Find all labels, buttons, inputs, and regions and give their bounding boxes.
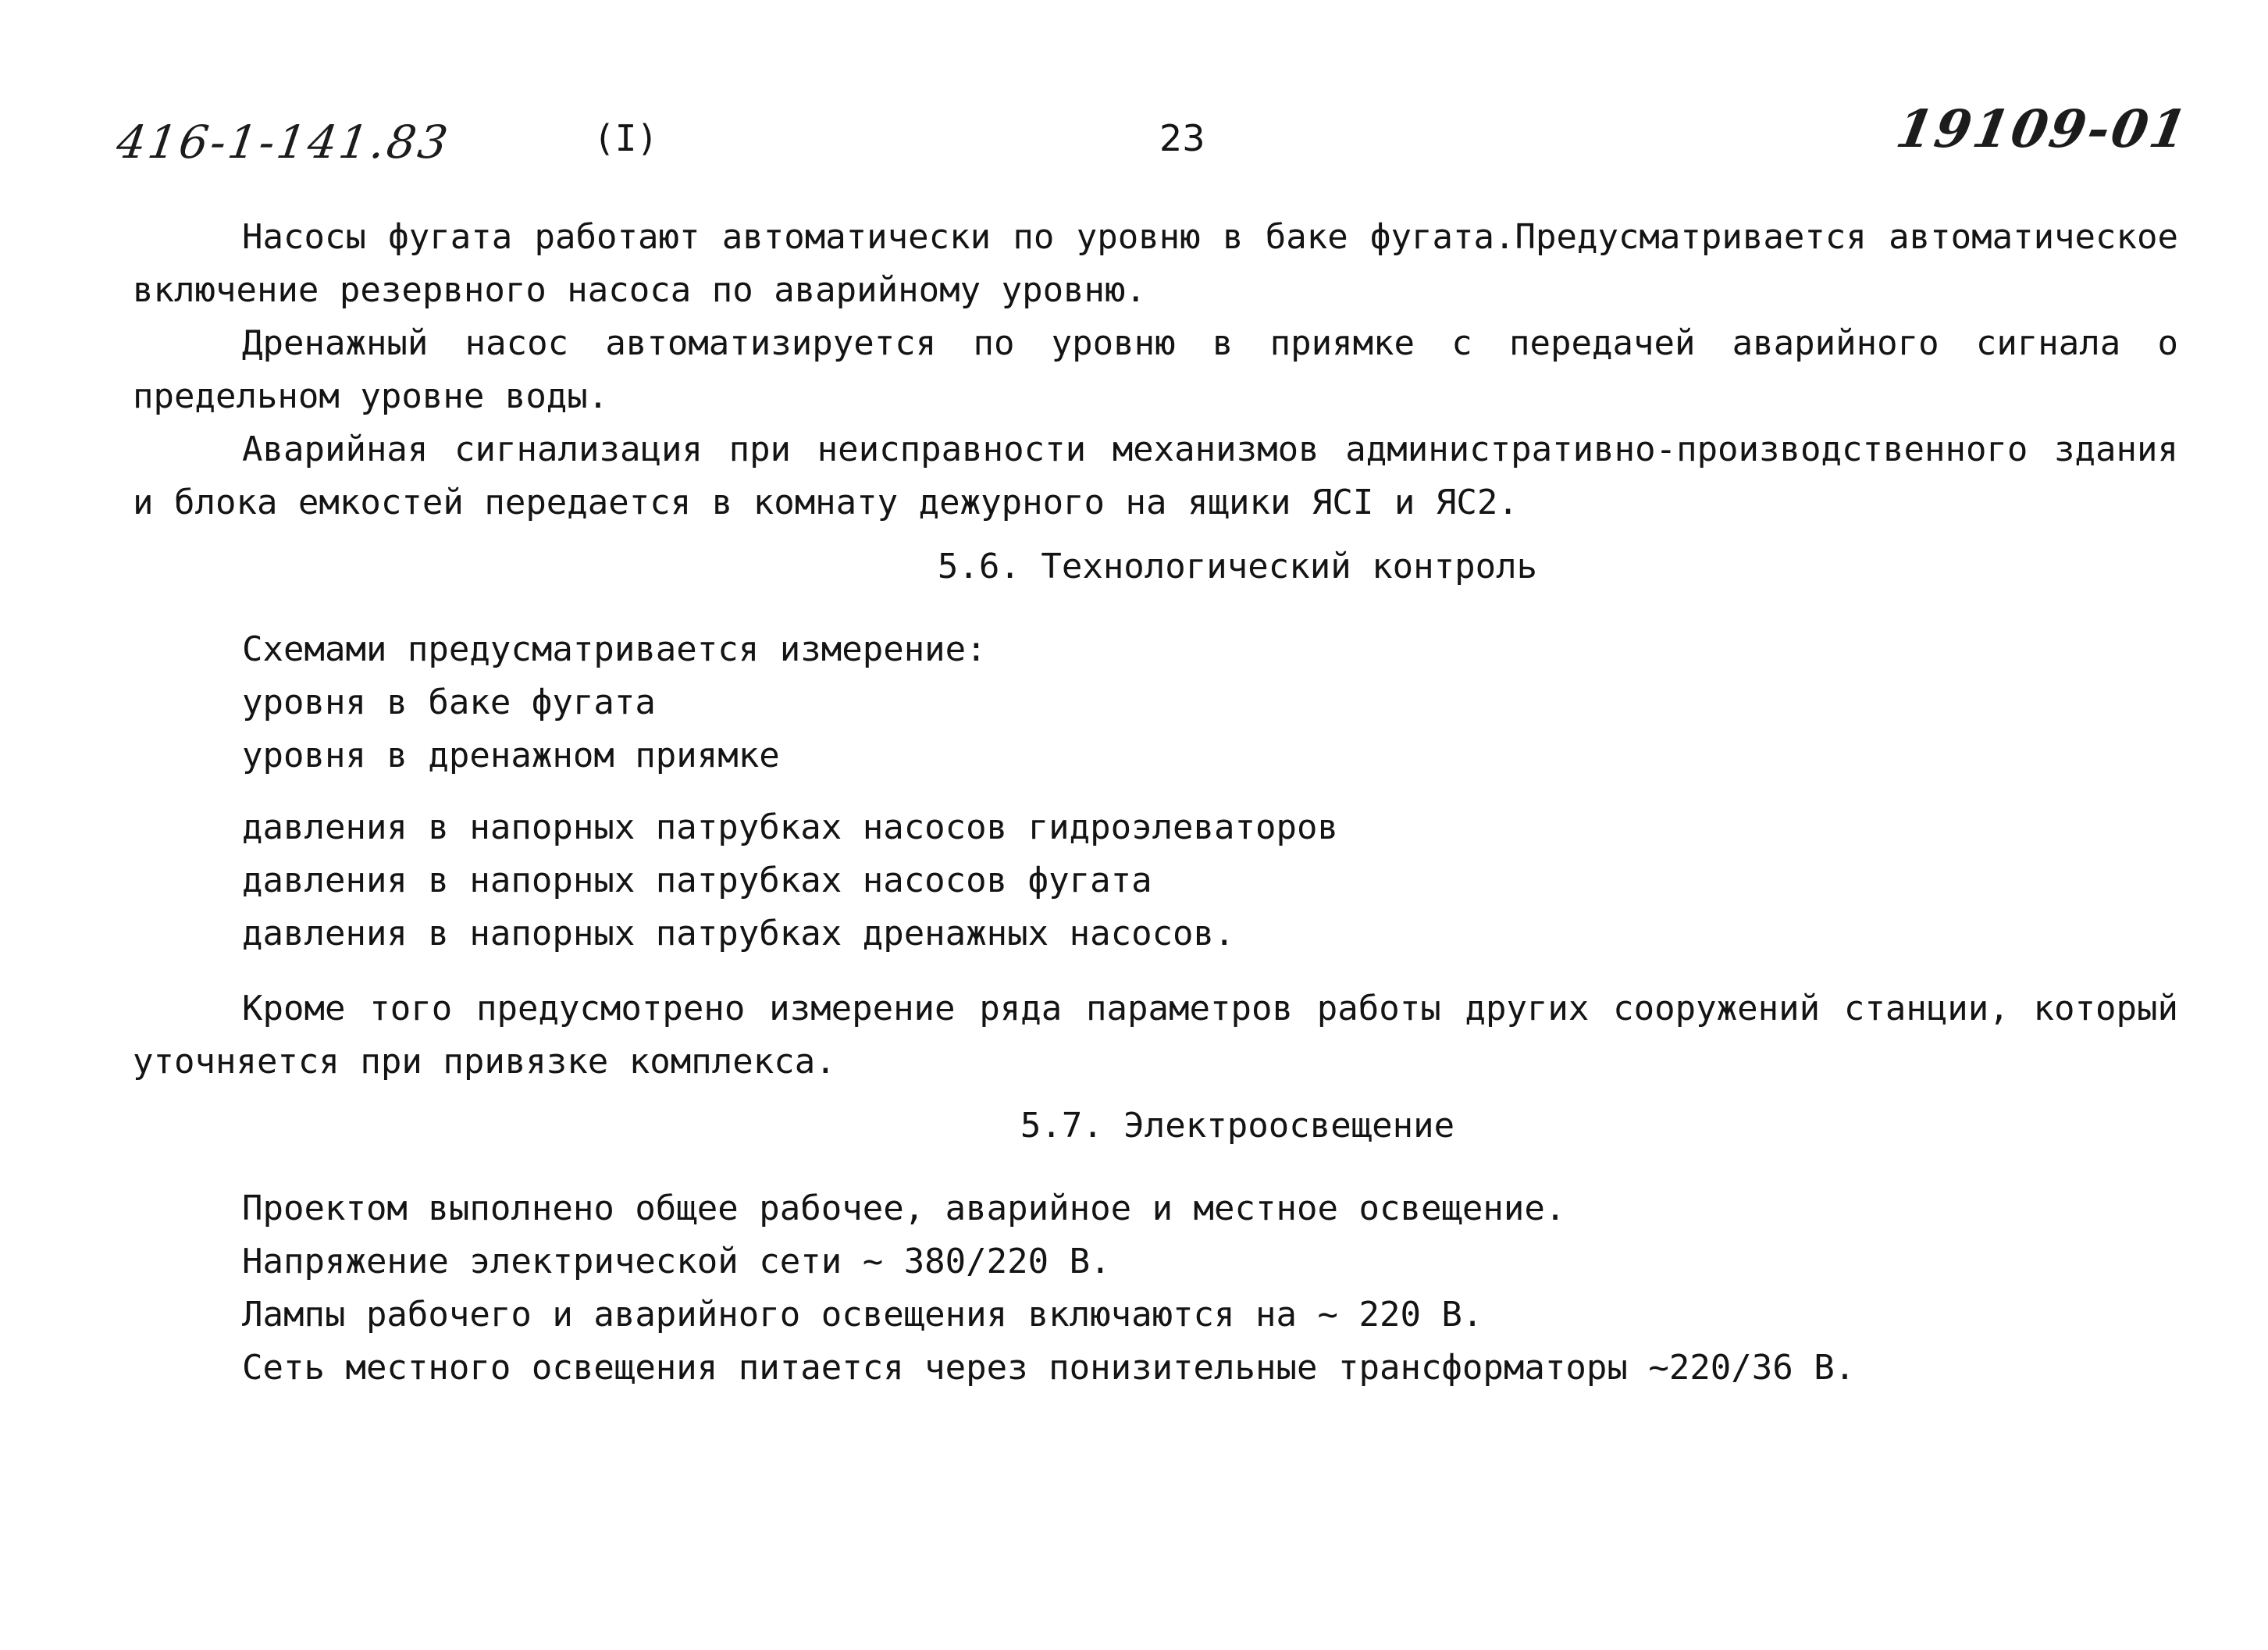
list-item: давления в напорных патрубках насосов фугата bbox=[242, 861, 1152, 900]
paragraph-alarm-signal: Аварийная сигнализация при неисправности механизмов административно-производственного здания и блока емкостей передается в комнату дежурного на ящики ЯСI и ЯС2. bbox=[133, 429, 2178, 522]
list-item: уровня в баке фугата bbox=[242, 682, 656, 722]
section-heading-5-7: 5.7. Электроосвещение bbox=[1020, 1106, 1455, 1146]
list-item: давления в напорных патрубках дренажных насосов. bbox=[242, 914, 1235, 953]
paragraph-drain-pump: Дренажный насос автоматизируется по уровню в приямке с передачей аварийного сигнала о предельном уровне воды. bbox=[133, 323, 2178, 416]
part-number: (I) bbox=[593, 117, 659, 159]
list-item: уровня в дренажном приямке bbox=[242, 736, 780, 775]
paragraph-pumps-fugat: Насосы фугата работают автоматически по уровню в баке фугата.Предусматривается автоматическое включение резервного насоса по аварийному уровню. bbox=[133, 217, 2178, 310]
document-id: 19109-01 bbox=[1892, 98, 2194, 159]
list-item: Проектом выполнено общее рабочее, аварийное и местное освещение. bbox=[242, 1188, 1566, 1228]
list-item: Сеть местного освещения питается через понизительные трансформаторы ~220/36 В. bbox=[242, 1348, 1856, 1388]
measurement-list bbox=[133, 623, 2178, 960]
document-body bbox=[133, 211, 2178, 1395]
page-number: 23 bbox=[1159, 117, 1205, 159]
paragraph-other-measurements: Кроме того предусмотрено измерение ряда параметров работы других сооружений станции, который уточняется при привязке комплекса. bbox=[133, 989, 2178, 1082]
section-heading-5-6: 5.6. Технологический контроль bbox=[937, 547, 1538, 586]
list-item: Лампы рабочего и аварийного освещения включаются на ~ 220 В. bbox=[242, 1295, 1483, 1335]
list-intro: Схемами предусматривается измерение: bbox=[242, 629, 987, 669]
lighting-list bbox=[133, 1182, 2178, 1395]
list-item: Напряжение электрической сети ~ 380/220 В. bbox=[242, 1242, 1111, 1281]
document-code: 416-1-141.83 bbox=[113, 116, 454, 169]
list-item: давления в напорных патрубках насосов гидроэлеваторов bbox=[242, 807, 1338, 847]
